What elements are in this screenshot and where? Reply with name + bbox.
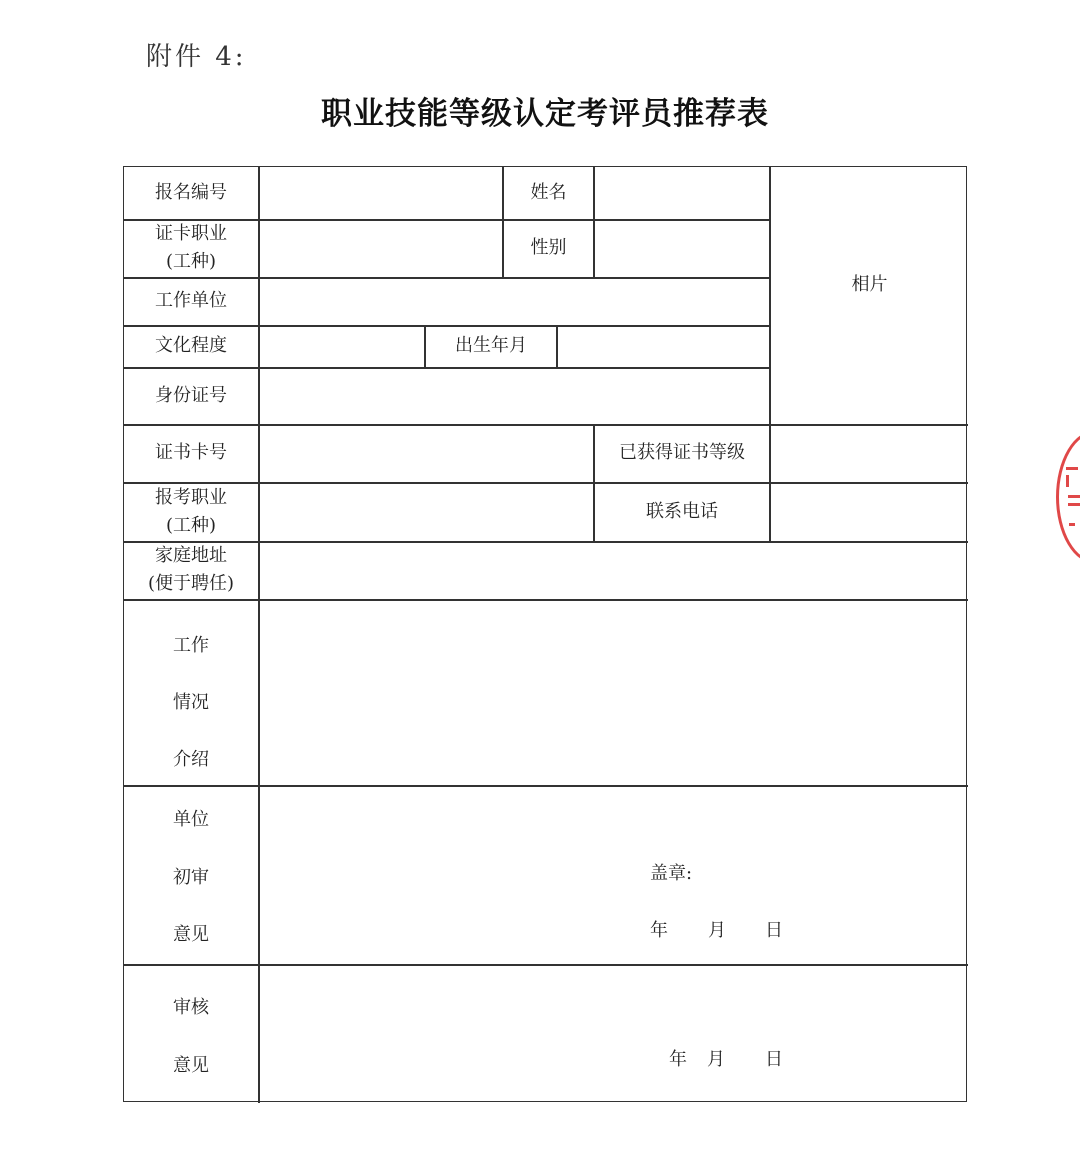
phone-label: 联系电话	[646, 500, 718, 522]
work-intro-label-2: 情况	[173, 692, 209, 713]
page-title: 职业技能等级认定考评员推荐表	[321, 96, 769, 132]
cert-occupation-field[interactable]	[260, 221, 500, 276]
education-field[interactable]	[260, 327, 423, 366]
work-intro-field[interactable]	[260, 601, 966, 784]
home-address-field[interactable]	[260, 543, 966, 598]
work-intro-label-1: 工作	[173, 635, 209, 656]
obtained-level-field[interactable]	[771, 426, 966, 481]
birth-date-field[interactable]	[558, 327, 768, 366]
education-label: 文化程度	[155, 335, 227, 356]
gender-field[interactable]	[595, 221, 768, 276]
cert-occupation-line2: (工种)	[165, 251, 217, 272]
phone-field[interactable]	[771, 484, 966, 540]
certificate-no-label: 证书卡号	[155, 442, 227, 463]
name-label: 姓名	[530, 182, 567, 203]
home-address-line1: 家庭地址	[155, 545, 227, 566]
review-year: 年	[669, 1049, 687, 1070]
review-label-2: 意见	[173, 1055, 209, 1076]
exam-occupation-label	[124, 482, 258, 541]
stamp-label: 盖章:	[650, 863, 693, 884]
attachment-label: 附件 4:	[146, 42, 247, 72]
review-field[interactable]	[260, 966, 966, 1101]
unit-review-label-2: 初审	[173, 867, 209, 888]
id-number-label: 身份证号	[155, 384, 227, 406]
review-month: 月	[707, 1049, 725, 1070]
unit-review-label-1: 单位	[173, 809, 209, 830]
exam-occupation-line1: 报考职业	[155, 486, 227, 508]
official-seal-icon	[1056, 430, 1080, 564]
exam-occupation-field[interactable]	[260, 484, 592, 540]
review-label-1: 审核	[173, 997, 209, 1018]
unit-review-label-3: 意见	[173, 924, 209, 945]
work-unit-label: 工作单位	[155, 290, 227, 311]
gender-label: 性别	[530, 237, 567, 258]
unit-review-field[interactable]	[260, 787, 966, 963]
photo-box[interactable]	[771, 167, 968, 424]
obtained-level-label: 已获得证书等级	[619, 442, 745, 463]
unit-review-day: 日	[765, 920, 783, 941]
name-field[interactable]	[595, 169, 768, 218]
work-unit-field[interactable]	[260, 279, 768, 324]
exam-occupation-line2: (工种)	[165, 514, 217, 536]
id-number-field[interactable]	[260, 369, 768, 423]
recommendation-form	[123, 166, 967, 1102]
birth-date-label: 出生年月	[455, 335, 527, 356]
unit-review-month: 月	[708, 920, 726, 941]
review-day: 日	[765, 1049, 783, 1070]
cert-occupation-label	[124, 219, 258, 277]
home-address-line2: (便于聘任)	[147, 573, 235, 594]
photo-label: 相片	[851, 273, 888, 295]
registration-no-label: 报名编号	[155, 182, 227, 203]
home-address-label	[124, 541, 258, 599]
certificate-no-field[interactable]	[260, 426, 592, 481]
work-intro-label-3: 介绍	[173, 749, 209, 770]
unit-review-year: 年	[650, 920, 668, 941]
registration-no-field[interactable]	[260, 169, 500, 218]
cert-occupation-line1: 证卡职业	[155, 223, 227, 244]
